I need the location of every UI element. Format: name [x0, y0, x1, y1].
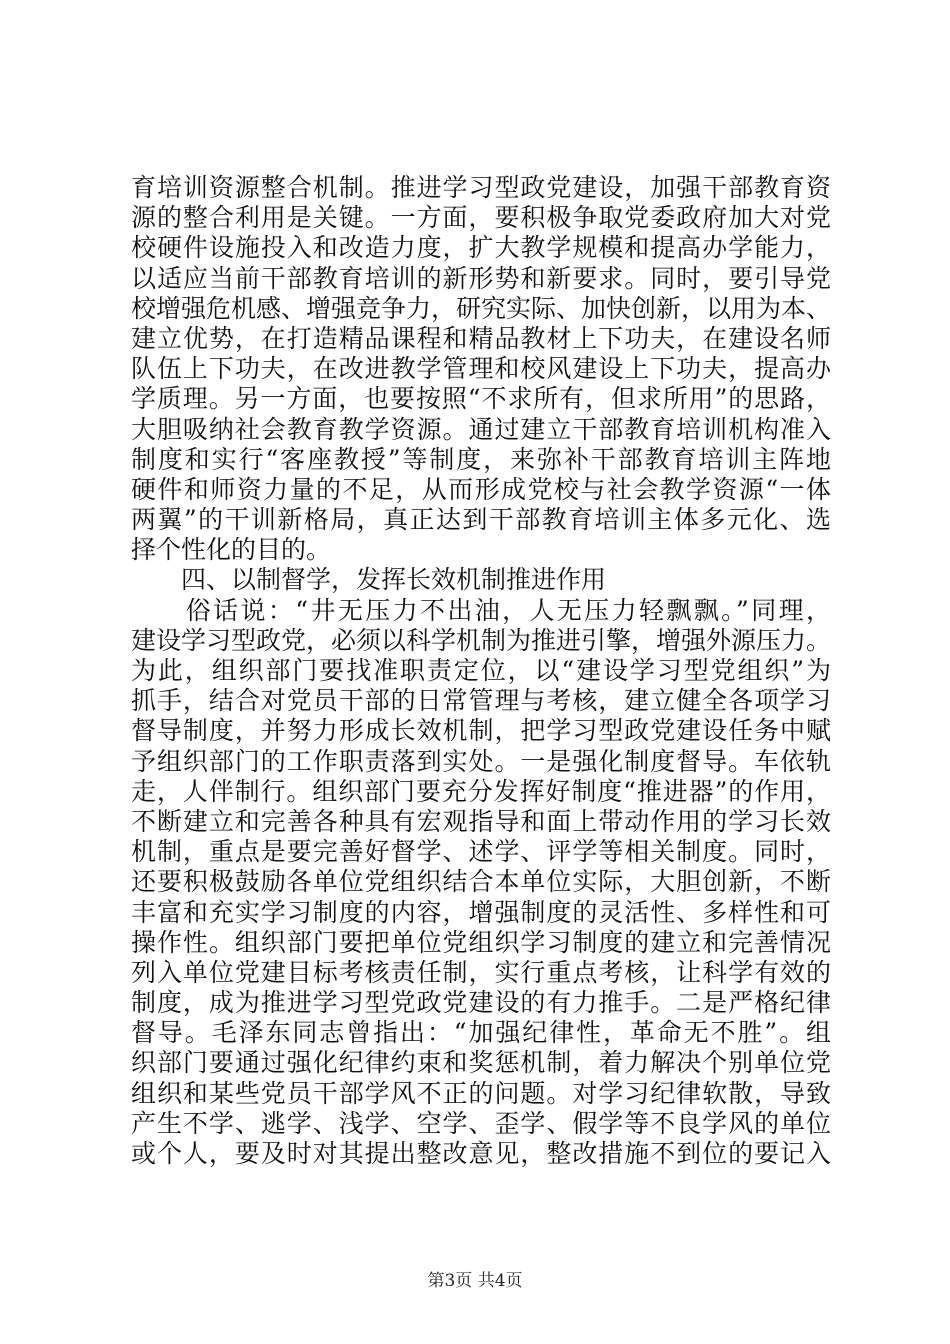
text-line: 不断建立和完善各种具有宏观指导和面上带动作用的学习长效 — [131, 806, 831, 836]
text-line: 育培训资源整合机制。推进学习型政党建设，加强干部教育资 — [131, 173, 831, 202]
text-line: 机制，重点是要完善好督学、述学、评学等相关制度。同时， — [131, 837, 831, 867]
text-line: 督导。毛泽东同志曾指出：“加强纪律性，革命无不胜”。组 — [131, 1018, 831, 1048]
text-line: 硬件和师资力量的不足，从而形成党校与社会教学资源“一体 — [131, 474, 831, 504]
text-line: 学质理。另一方面，也要按照“不求所有，但求所用”的思路， — [131, 384, 831, 414]
text-line: 队伍上下功夫，在改进教学管理和校风建设上下功夫，提高办 — [131, 354, 831, 384]
text-line: 督导制度，并努力形成长效机制，把学习型政党建设任务中赋 — [131, 716, 831, 746]
text-line: 走，人伴制行。组织部门要充分发挥好制度“推进器”的作用， — [131, 776, 831, 806]
text-line: 予组织部门的工作职责落到实处。一是强化制度督导。车依轨 — [131, 746, 831, 776]
text-line: 建设学习型政党，必须以科学机制为推进引擎，增强外源压力。 — [131, 625, 831, 655]
text-line: 俗话说：“井无压力不出油，人无压力轻飘飘。”同理， — [131, 595, 831, 625]
text-line: 列入单位党建目标考核责任制，实行重点考核，让科学有效的 — [131, 957, 831, 987]
text-line: 操作性。组织部门要把单位党组织学习制度的建立和完善情况 — [131, 927, 831, 957]
text-line: 源的整合利用是关键。一方面，要积极争取党委政府加大对党 — [131, 203, 831, 233]
text-line: 以适应当前干部教育培训的新形势和新要求。同时，要引导党 — [131, 263, 831, 293]
text-line: 为此，组织部门要找准职责定位，以“建设学习型党组织”为 — [131, 656, 831, 685]
text-line: 还要积极鼓励各单位党组织结合本单位实际，大胆创新，不断 — [131, 867, 831, 897]
text-line: 制度和实行“客座教授”等制度，来弥补干部教育培训主阵地 — [131, 444, 831, 474]
text-line: 抓手，结合对党员干部的日常管理与考核，建立健全各项学习 — [131, 686, 831, 716]
text-line: 四、以制督学，发挥长效机制推进作用 — [131, 565, 607, 595]
text-line: 两翼”的干训新格局，真正达到干部教育培训主体多元化、选 — [131, 505, 831, 535]
text-line: 织部门要通过强化纪律约束和奖惩机制，着力解决个别单位党 — [131, 1048, 831, 1078]
text-line: 校硬件设施投入和改造力度，扩大教学规模和提高办学能力， — [131, 233, 831, 263]
document-body — [131, 173, 831, 1169]
text-line: 校增强危机感、增强竞争力，研究实际、加快创新，以用为本、 — [131, 293, 831, 323]
text-line: 建立优势，在打造精品课程和精品教材上下功夫，在建设名师 — [131, 323, 831, 353]
text-line: 组织和某些党员干部学风不正的问题。对学习纪律软散，导致 — [131, 1078, 831, 1108]
text-line: 丰富和充实学习制度的内容，增强制度的灵活性、多样性和可 — [131, 897, 831, 927]
text-line: 择个性化的目的。 — [131, 535, 332, 565]
text-line: 大胆吸纳社会教育教学资源。通过建立干部教育培训机构准入 — [131, 414, 831, 444]
text-line: 产生不学、逃学、浅学、空学、歪学、假学等不良学风的单位 — [131, 1108, 831, 1138]
text-line: 或个人，要及时对其提出整改意见，整改措施不到位的要记入 — [131, 1139, 831, 1168]
page-footer: 第3页 共4页 — [427, 1271, 523, 1291]
text-line: 制度，成为推进学习型党政党建设的有力推手。二是严格纪律 — [131, 988, 831, 1018]
